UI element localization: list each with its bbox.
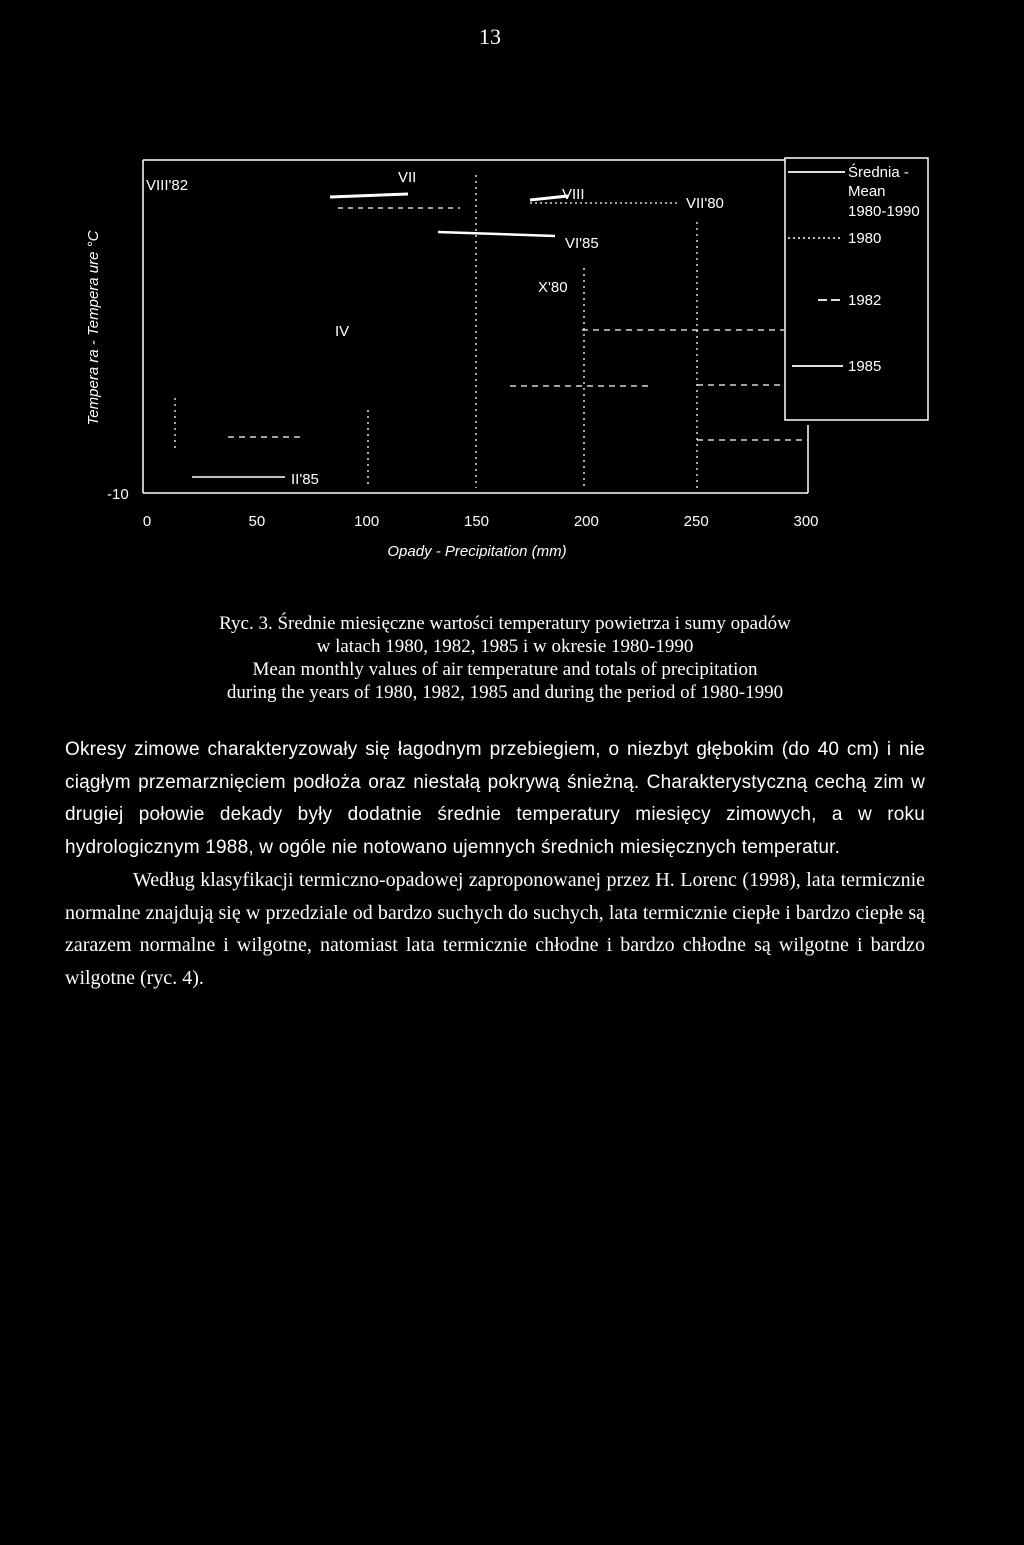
x-tick-label: 200 [573,513,599,530]
point-label-vii80: VII'80 [686,195,724,212]
caption-line: w latach 1980, 1982, 1985 i w okresie 1980-1990 [316,636,694,657]
caption-line: Ryc. 3. Średnie miesięczne wartości temperatury powietrza i sumy opadów [219,613,791,634]
x-axis-label: Opady - Precipitation (mm) [387,543,567,560]
point-label-iv: IV [335,323,350,340]
legend-label-1985: 1985 [848,358,882,375]
x-tick-label: 100 [354,513,380,530]
legend-label-mean-3: 1980-1990 [848,203,920,220]
caption-line: Mean monthly values of air temperature and totals of precipitation [252,659,758,680]
temperature-precipitation-chart [0,0,1024,600]
body-text [65,734,925,994]
point-label-vii: VII [398,169,417,186]
legend-label-mean-2: Mean [848,183,886,200]
legend-label-mean-1: Średnia - [848,164,909,181]
point-label-vi85: VI'85 [565,235,599,252]
x-tick-label: 0 [142,513,152,530]
dotted-traces [175,175,808,488]
point-label-viii82: VIII'82 [146,177,189,194]
caption-line: during the years of 1980, 1982, 1985 and during the period of 1980-1990 [226,682,784,703]
x-tick-label: 300 [793,513,819,530]
figure-caption [150,612,860,704]
paragraph: Okresy zimowe charakteryzowały się łagodnym przebiegiem, o niezbyt głębokim (do 40 cm) i nie ciągłym przemarznięciem podłoża oraz niestałą pokrywą śnieżną. Charakterystyczną cechą zim w drugiej połowie dekady były dodatnie średnie temperatury miesięcy zimowych, a w roku hydrologicznym 1988, w ogóle nie notowano ujemnych średnich miesięcznych temperatur. [65,739,925,858]
y-tick-label: -10 [107,486,129,503]
paragraph: Według klasyfikacji termiczno-opadowej zaproponowanej przez H. Lorenc (1998), lata termicznie normalne znajdują się w przedziale od bardzo suchych do suchych, lata termicznie ciepłe i bardzo ciepłe są zarazem normalne i wilgotne, natomiast lata termicznie chłodne i bardzo chłodne są wilgotne i bardzo wilgotne (ryc. 4). [65,869,925,989]
solid-traces [192,194,568,477]
point-label-viii: VIII [562,186,585,203]
chart-legend [785,158,928,420]
legend-label-1980: 1980 [848,230,882,247]
legend-label-1982: 1982 [848,292,882,309]
point-label-x80: X'80 [538,279,568,296]
x-tick-label: 250 [683,513,709,530]
page-number: 13 [479,24,501,49]
x-tick-labels [143,513,819,530]
x-tick-label: 50 [248,513,266,530]
x-tick-label: 150 [463,513,490,530]
point-labels [146,169,724,488]
y-axis-label: Tempera ra - Tempera ure °C [85,230,102,426]
point-label-ii85: II'85 [291,471,319,488]
